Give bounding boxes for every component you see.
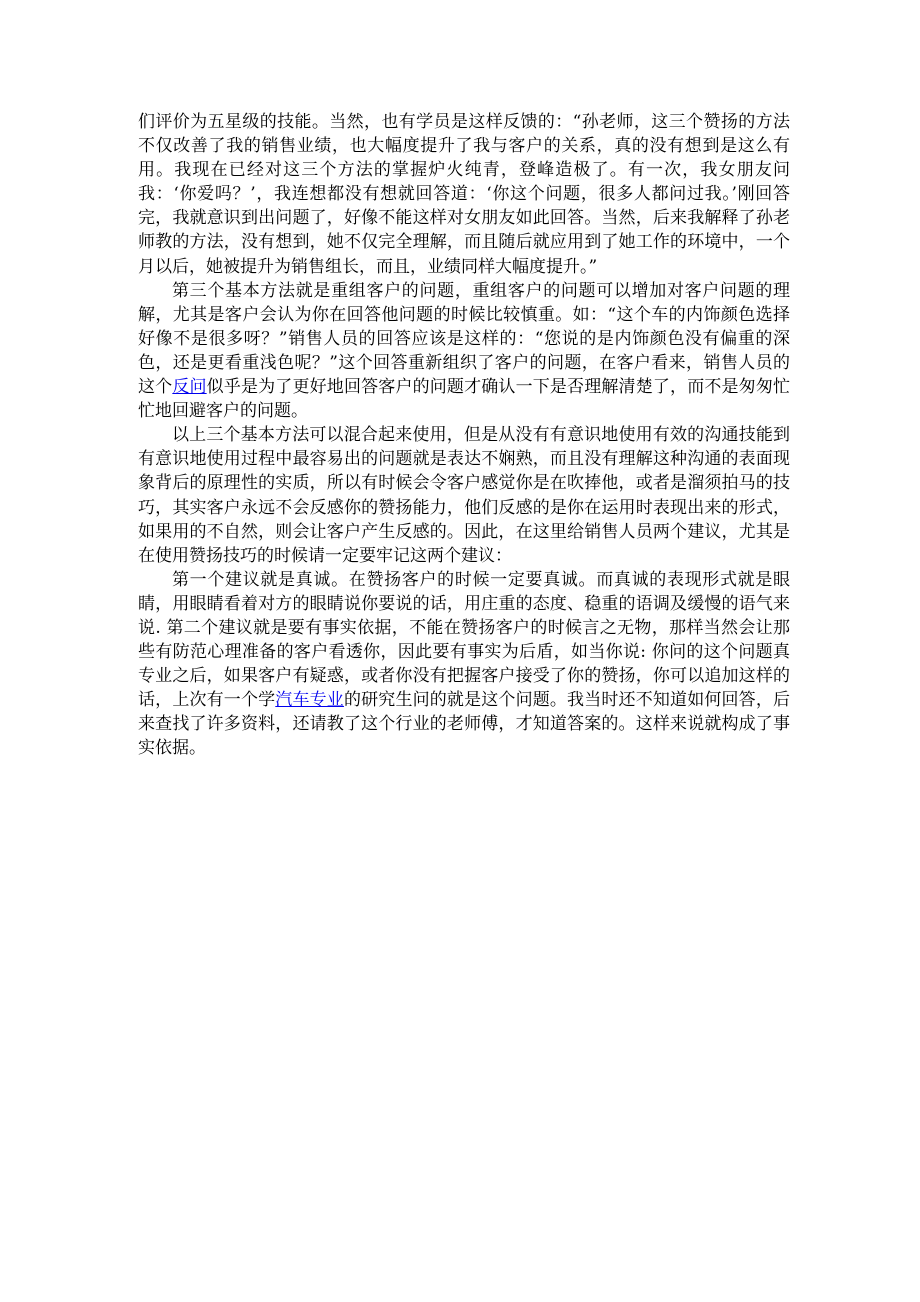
- document-page: [138, 110, 790, 761]
- paragraph-1: [138, 110, 790, 279]
- paragraph-text: 的研究生问的就是这个问题。我当时还不知道如何回答，后来查找了许多资料，还请教了这个行业的老师傅，才知道答案的。这样来说就构成了事实依据。: [138, 690, 791, 759]
- paragraph-text: 第一个建议就是真诚。在赞扬客户的时候一定要真诚。而真诚的表现形式就是眼睛，用眼睛看着对方的眼睛说你要说的话，用庄重的态度、稳重的语调及缓慢的语气来说. 第二个建议就是要有事实依据，不能在赞扬客户的时候言之无物，那样当然会让那些有防范心理准备的客户看透你，因此要有事实为后盾，如当你说: 你问的这个问题真专业之后，如果客户有疑惑，或者你没有把握客户接受了你的赞扬，你可以追加这样的话，上次有一个学: [138, 569, 790, 711]
- paragraph-text: 以上三个基本方法可以混合起来使用，但是从没有有意识地使用有效的沟通技能到有意识地使用过程中最容易出的问题就是表达不娴熟，而且没有理解这种沟通的表面现象背后的原理性的实质，所以有时候会令客户感觉你是在吹捧他，或者是溜须拍马的技巧，其实客户永远不会反感你的赞扬能力，他们反感的是你在运用时表现出来的形式，如果用的不自然，则会让客户产生反感的。因此，在这里给销售人员两个建议，尤其是在使用赞扬技巧的时候请一定要牢记这两个建议：: [138, 425, 790, 566]
- paragraph-2: [138, 279, 790, 424]
- paragraph-text: 们评价为五星级的技能。当然，也有学员是这样反馈的：“孙老师，这三个赞扬的方法不仅改善了我的销售业绩，也大幅度提升了我与客户的关系，真的没有想到是这么有用。我现在已经对这三个方法的掌握炉火纯青，登峰造极了。有一次，我女朋友问我：‘你爱吗？’，我连想都没有想就回答道：‘你这个问题，很多人都问过我。’刚回答完，我就意识到出问题了，好像不能这样对女朋友如此回答。当然，后来我解释了孙老师教的方法，没有想到，她不仅完全理解，而且随后就应用到了她工作的环境中，一个月以后，她被提升为销售组长，而且，业绩同样大幅度提升。”: [138, 112, 790, 277]
- link-fanwen[interactable]: 反问: [172, 377, 207, 398]
- paragraph-4: [138, 568, 790, 761]
- paragraph-3: [138, 423, 790, 568]
- link-qiche-zhuanye[interactable]: 汽车专业: [275, 690, 344, 711]
- paragraph-text: 似乎是为了更好地回答客户的问题才确认一下是否理解清楚了，而不是匆匆忙忙地回避客户的问题。: [138, 377, 791, 422]
- paragraph-text: 第三个基本方法就是重组客户的问题，重组客户的问题可以增加对客户问题的理解，尤其是客户会认为你在回答他问题的时候比较慎重。如：“这个车的内饰颜色选择好像不是很多呀？”销售人员的回答应该是这样的：“您说的是内饰颜色没有偏重的深色，还是更看重浅色呢？”这个回答重新组织了客户的问题，在客户看来，销售人员的这个: [138, 280, 790, 398]
